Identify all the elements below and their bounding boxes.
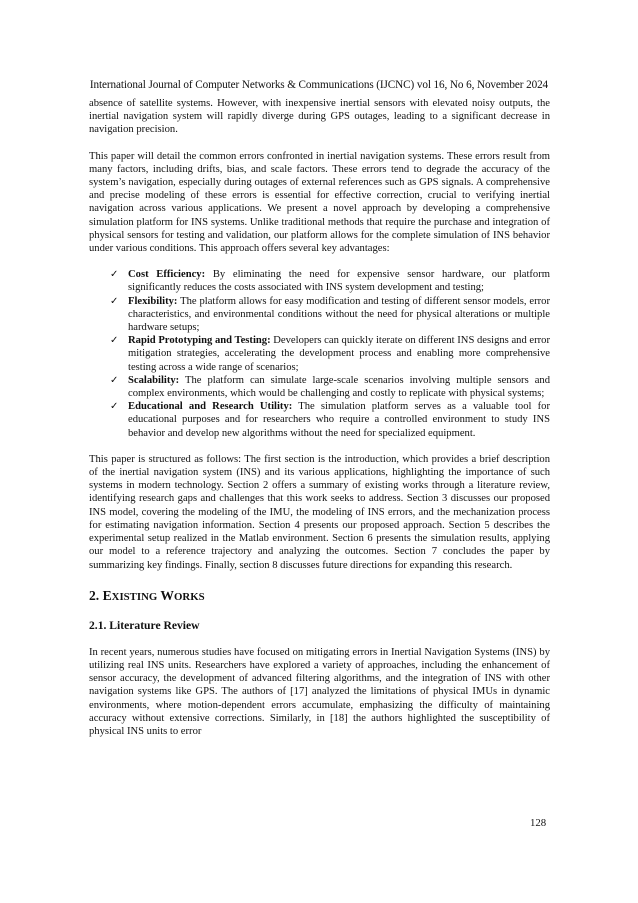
bullet-title: Flexibility: <box>128 295 178 307</box>
section-heading-existing-works <box>89 588 550 605</box>
checkmark-icon: ✓ <box>110 269 119 281</box>
section-heading-smallcaps-1: XISTING <box>111 590 158 603</box>
list-item <box>89 400 550 440</box>
body-content <box>89 97 550 751</box>
checkmark-icon: ✓ <box>110 401 119 413</box>
paragraph-paper-structure: This paper is structured as follows: The first section is the introduction, which provides a brief description of the inertial navigation system (INS) and its various applications, highlighting the importance of such systems in modern technology. Section 2 offers a summary of existing works through a literature review, identifying research gaps and challenges that this work seeks to address. Section 3 discusses our proposed INS model, covering the modeling of the IMU, the modeling of INS errors, and the mechanization process for estimating navigation information. Section 4 presents our proposed approach. Section 5 describes the experimental setup realized in the Matlab environment. Section 6 presents the simulation results, applying our model to a reference trajectory and analyzing the outcomes. Section 7 concludes the paper by summarizing key findings. Finally, section 8 discusses future directions for expanding this research. <box>89 453 550 571</box>
bullet-text: By eliminating the need for expensive sensor hardware, our platform significantly reduces the costs associated with INS system development and testing; <box>128 269 550 294</box>
bullet-text: The platform allows for easy modification and testing of different sensor models, error characteristics, and environmental conditions without the need for physical alterations or multiple hardware setups; <box>128 295 550 334</box>
list-item <box>89 268 550 294</box>
checkmark-icon: ✓ <box>110 335 119 347</box>
bullet-text: Developers can quickly iterate on different INS designs and error mitigation strategies, accelerating the development process and enabling more comprehensive testing across a wide range of scenarios; <box>128 335 550 373</box>
checkmark-icon: ✓ <box>110 374 119 386</box>
checkmark-icon: ✓ <box>110 295 119 307</box>
list-item <box>89 374 550 400</box>
bullet-text: The simulation platform serves as a valuable tool for educational purposes and for researchers who require a controlled environment to study INS behavior and develop new algorithms without the need for specialized equipment. <box>128 401 550 439</box>
list-item <box>89 334 550 374</box>
section-heading-prefix: 2. E <box>89 587 112 603</box>
section-heading-initial-2: W <box>157 587 175 603</box>
paragraph-gps-outage: absence of satellite systems. However, with inexpensive inertial sensors with elevated noisy outputs, the inertial navigation system will rapidly diverge during GPS outages, leading to a significant decrease in navigation precision. <box>89 98 550 136</box>
bullet-title: Rapid Prototyping and Testing: <box>128 335 271 347</box>
journal-header: International Journal of Computer Networks & Communications (IJCNC) vol 16, No 6, November 2024 <box>89 79 549 91</box>
paragraph-ins-errors: This paper will detail the common errors confronted in inertial navigation systems. These errors result from many factors, including drifts, bias, and scale factors. These errors tend to degrade the accuracy of the system’s navigation, especially during outages of external references such as GPS signals. A comprehensive and precise modeling of these errors is essential for effective correction, crucial to verifying inertial navigation across various applications. We present a novel approach by developing a comprehensive simulation platform for INS systems. Unlike traditional methods that require the purchase and integration of physical sensors for testing and validation, our platform allows for the complete simulation of INS behavior under various conditions. This approach offers several key advantages: <box>89 150 550 255</box>
bullet-title: Cost Efficiency: <box>128 269 206 281</box>
subsection-heading-literature-review: 2.1. Literature Review <box>89 618 200 632</box>
section-heading-smallcaps-2: ORKS <box>174 590 205 603</box>
page-number: 128 <box>530 817 547 829</box>
bullet-text: The platform can simulate large-scale scenarios involving multiple sensors and complex environments, which would be challenging and costly to replicate with physical systems; <box>128 374 550 400</box>
list-item <box>89 295 550 335</box>
paragraph-literature-review: In recent years, numerous studies have focused on mitigating errors in Inertial Navigation Systems (INS) by utilizing real INS units. Researchers have explored a variety of approaches, including the enhancement of sensor accuracy, the development of advanced filtering algorithms, and the integration of INS with other navigation systems like GPS. The authors of [17] analyzed the limitations of physical IMUs in dynamic environments, where motion-dependent errors accumulate, emphasizing the difficulty of maintaining accuracy without extensive corrections. Similarly, in [18] the authors highlighted the susceptibility of physical INS units to error <box>89 646 550 737</box>
advantages-list <box>89 268 550 440</box>
bullet-title: Educational and Research Utility: <box>128 401 293 413</box>
bullet-title: Scalability: <box>128 374 180 386</box>
